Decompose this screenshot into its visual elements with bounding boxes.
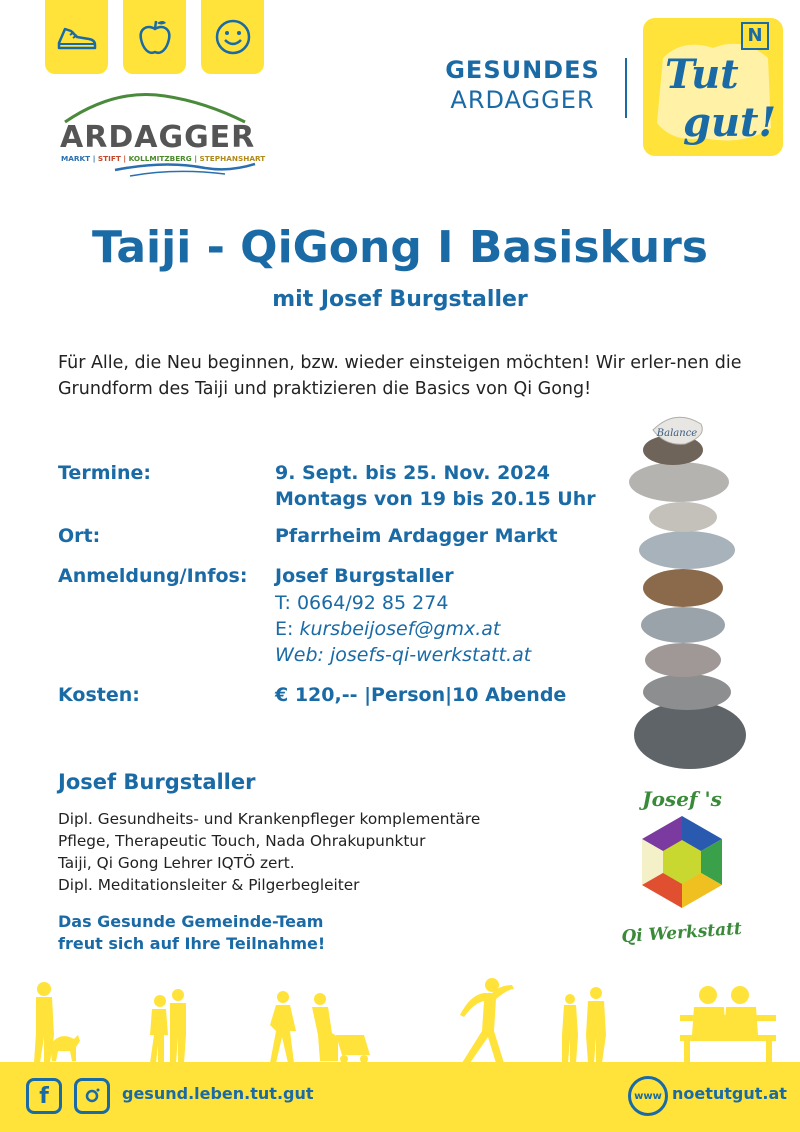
termine-label: Termine: bbox=[58, 462, 152, 484]
ort-label: Ort: bbox=[58, 525, 101, 547]
anmeldung-label: Anmeldung/Infos: bbox=[58, 565, 248, 587]
apple-tile bbox=[123, 0, 186, 74]
page-title: Taiji - QiGong I Basiskurs bbox=[92, 222, 708, 273]
balance-stones-image bbox=[625, 410, 755, 770]
bio-line: Taiji, Qi Gong Lehrer IQTÖ zert. bbox=[58, 854, 295, 872]
kosten-value: € 120,-- |Person|10 Abende bbox=[275, 684, 567, 706]
facebook-icon[interactable]: f bbox=[26, 1078, 62, 1114]
website-link[interactable]: noetutgut.at bbox=[672, 1084, 787, 1103]
sneaker-tile bbox=[45, 0, 108, 74]
intro-text: Für Alle, die Neu beginnen, bzw. wieder einsteigen möchten! Wir erler-nen die Grundform des Taiji und praktizieren die Basics von Qi Gong! bbox=[58, 353, 742, 399]
svg-text:gut!: gut! bbox=[683, 99, 777, 146]
balance-text: Balance bbox=[656, 428, 698, 439]
ardagger-places: MARKT | STIFT | KOLLMITZBERG | STEPHANSHART bbox=[61, 154, 266, 163]
svg-text:Qi Werkstatt: Qi Werkstatt bbox=[620, 918, 743, 948]
termine-dates: 9. Sept. bis 25. Nov. 2024 bbox=[275, 462, 550, 484]
team-message bbox=[58, 911, 325, 955]
ardagger-logo bbox=[55, 88, 265, 180]
svg-text:Josef 's: Josef 's bbox=[642, 787, 722, 811]
ardagger-line: ARDAGGER bbox=[450, 86, 595, 114]
josefs-qi-werkstatt-logo bbox=[602, 778, 762, 950]
gesundes-ardagger-wordmark bbox=[430, 56, 615, 114]
bio-text bbox=[58, 808, 480, 896]
header-divider bbox=[625, 58, 627, 118]
contact-phone[interactable]: T: 0664/92 85 274 bbox=[275, 592, 449, 614]
bio-line: Dipl. Gesundheits- und Krankenpfleger komplementäre bbox=[58, 810, 481, 828]
smiley-icon bbox=[211, 15, 255, 59]
contact-web[interactable]: Web: josefs-qi-werkstatt.at bbox=[275, 644, 532, 666]
page-subtitle: mit Josef Burgstaller bbox=[272, 287, 528, 312]
contact-name: Josef Burgstaller bbox=[275, 565, 454, 587]
bio-line: Dipl. Meditationsleiter & Pilgerbegleiter bbox=[58, 876, 360, 894]
kosten-label: Kosten: bbox=[58, 684, 140, 706]
ort-value: Pfarrheim Ardagger Markt bbox=[275, 525, 558, 547]
noe-badge: N bbox=[741, 22, 769, 50]
team-line: Das Gesunde Gemeinde-Team bbox=[58, 912, 324, 931]
instagram-icon[interactable] bbox=[74, 1078, 110, 1114]
smiley-tile bbox=[201, 0, 264, 74]
bio-line: Pflege, Therapeutic Touch, Nada Ohrakupunktur bbox=[58, 832, 426, 850]
gesundes-line: GESUNDES bbox=[445, 56, 600, 84]
ardagger-wordmark: ARDAGGER bbox=[60, 120, 256, 155]
bio-name: Josef Burgstaller bbox=[58, 770, 256, 794]
termine-times: Montags von 19 bis 20.15 Uhr bbox=[275, 488, 596, 510]
team-line: freut sich auf Ihre Teilnahme! bbox=[58, 934, 326, 953]
tut-gut-logo bbox=[643, 18, 783, 156]
footer-bar bbox=[0, 1062, 800, 1132]
globe-cursor-icon: www bbox=[628, 1076, 668, 1116]
people-silhouettes bbox=[0, 975, 800, 1065]
svg-text:Tut: Tut bbox=[665, 51, 739, 98]
contact-email[interactable]: E: kursbeijosef@gmx.at bbox=[275, 618, 501, 640]
sneaker-icon bbox=[55, 15, 99, 59]
social-handle[interactable]: gesund.leben.tut.gut bbox=[122, 1084, 314, 1103]
apple-icon bbox=[133, 15, 177, 59]
